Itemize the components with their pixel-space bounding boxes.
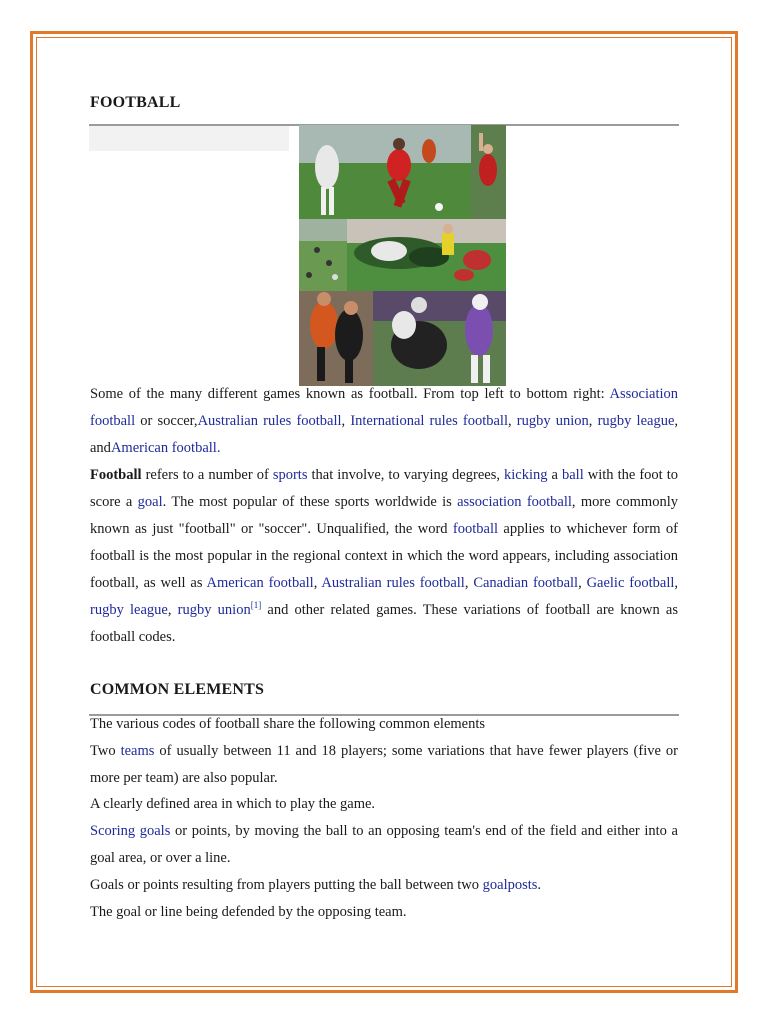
section-heading: COMMON ELEMENTS xyxy=(90,681,265,698)
elements-intro: The various codes of football share the following common elements xyxy=(90,716,486,732)
link-association-football[interactable]: association football xyxy=(457,494,572,510)
element-text: of usually between 11 and 18 players; some variations that have fewer players (five or more per team) are also popular. xyxy=(90,743,678,786)
intro-text: , more commonly known as just "football" or "soccer". Unqualified, the word xyxy=(90,494,678,537)
caption-text: , xyxy=(588,413,598,429)
element-scoring xyxy=(90,818,678,872)
image-caption xyxy=(90,381,678,462)
link-association-football[interactable]: Association football xyxy=(90,386,678,429)
element-text: or points, by moving the ball to an opposing team's end of the field and either into a goal area, or over a line. xyxy=(90,823,678,866)
element-text: Goals or points resulting from players putting the ball between two xyxy=(90,877,483,893)
intro-text: applies to whichever form of football is the most popular in the regional context in which the word appears, including association football, as well as xyxy=(90,521,678,591)
link-gaelic-football[interactable]: Gaelic football xyxy=(586,575,675,591)
page-title: FOOTBALL xyxy=(90,94,181,111)
intro-text: , xyxy=(578,575,587,591)
intro-bold-term: Football xyxy=(90,467,142,483)
caption-text: , xyxy=(508,413,517,429)
element-goalposts xyxy=(90,872,541,899)
intro-text: , xyxy=(167,602,178,618)
element-text: Two xyxy=(90,743,121,759)
link-kicking[interactable]: kicking xyxy=(504,467,548,483)
element-teams xyxy=(90,738,678,792)
link-australian-rules-football[interactable]: Australian rules football xyxy=(197,413,342,429)
element-text: . xyxy=(537,877,542,893)
intro-text: that involve, to varying degrees, xyxy=(307,467,504,483)
element-defended-line: The goal or line being defended by the opposing team. xyxy=(90,904,407,920)
link-international-rules-football[interactable]: International rules football xyxy=(350,413,508,429)
link-canadian-football[interactable]: Canadian football xyxy=(473,575,579,591)
link-rugby-league[interactable]: rugby league xyxy=(597,413,675,429)
link-football[interactable]: football xyxy=(452,521,499,537)
link-goal[interactable]: goal xyxy=(137,494,163,510)
link-teams[interactable]: teams xyxy=(120,743,155,759)
football-collage-image xyxy=(299,125,506,386)
link-sports[interactable]: sports xyxy=(272,467,308,483)
link-scoring-goals[interactable]: Scoring goals xyxy=(90,823,171,839)
reference-link[interactable]: [1] xyxy=(250,600,262,610)
shaded-cell xyxy=(89,126,289,151)
caption-text: , xyxy=(341,413,351,429)
link-ball[interactable]: ball xyxy=(562,467,584,483)
intro-text: , xyxy=(313,575,322,591)
link-rugby-league[interactable]: rugby league xyxy=(90,602,168,618)
caption-text: , and xyxy=(90,413,679,456)
caption-text: Some of the many different games known as football. From top left to bottom right: xyxy=(90,386,610,402)
link-rugby-union[interactable]: rugby union xyxy=(516,413,589,429)
intro-text: , xyxy=(464,575,474,591)
intro-text: with the foot to score a xyxy=(90,467,678,510)
intro-text: and other related games. These variations of football are known as football codes. xyxy=(90,602,679,645)
intro-paragraph xyxy=(90,462,678,651)
link-rugby-union[interactable]: rugby union xyxy=(177,602,251,618)
caption-text: or soccer, xyxy=(135,413,198,429)
element-area: A clearly defined area in which to play the game. xyxy=(90,796,376,812)
link-australian-rules-football[interactable]: Australian rules football xyxy=(321,575,465,591)
intro-text: . The most popular of these sports worldwide is xyxy=(162,494,458,510)
intro-text: , xyxy=(674,575,678,591)
intro-text: refers to a number of xyxy=(141,467,273,483)
intro-text: a xyxy=(547,467,562,483)
link-american-football[interactable]: American football xyxy=(206,575,314,591)
link-american-football[interactable]: American football. xyxy=(110,440,221,456)
link-goalposts[interactable]: goalposts xyxy=(482,877,538,893)
